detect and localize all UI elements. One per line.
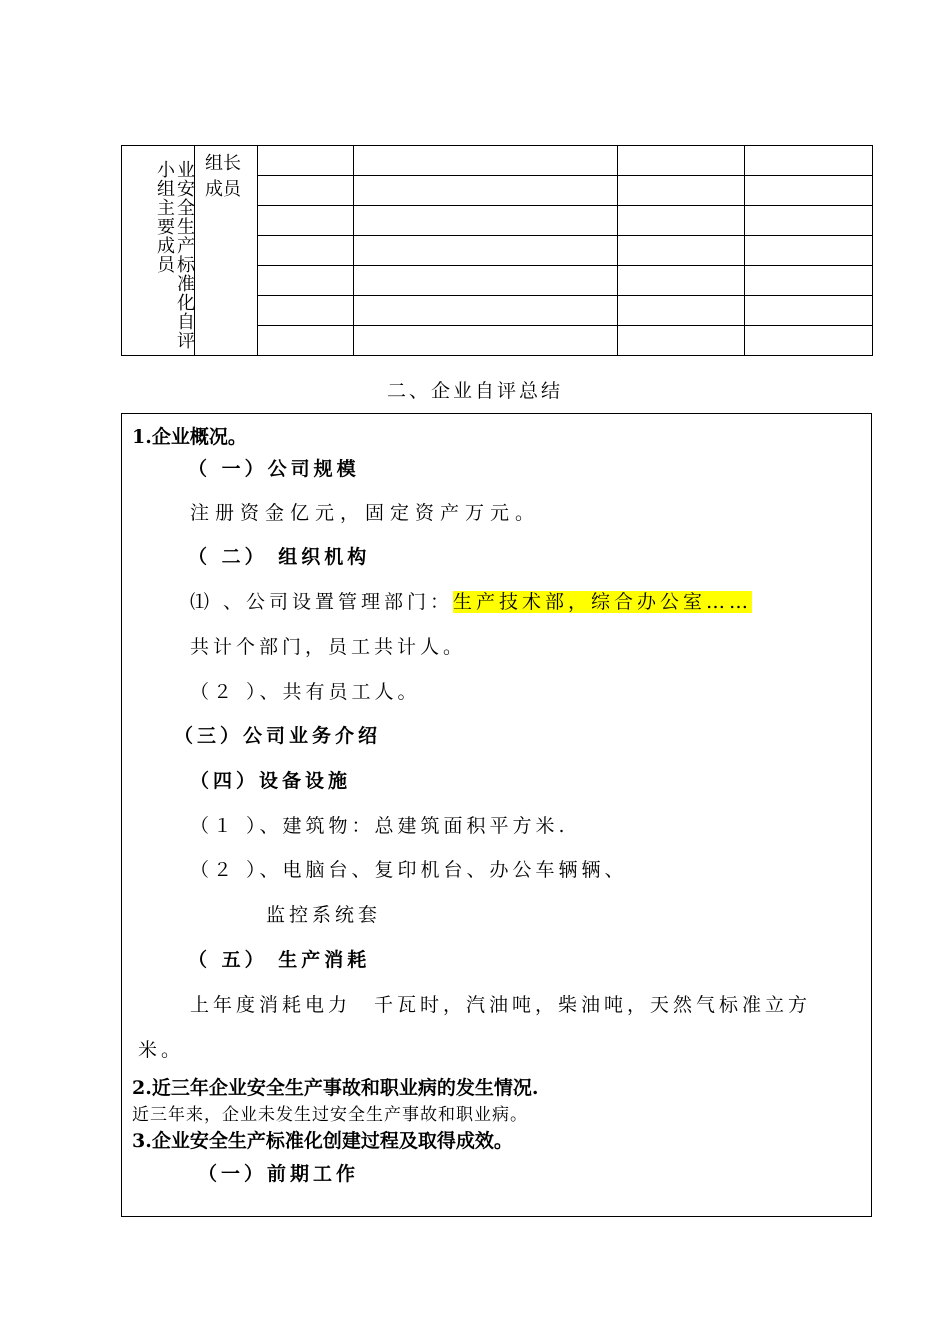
table-cell[interactable] xyxy=(354,176,618,206)
table-cell[interactable] xyxy=(258,176,354,206)
table-cell[interactable] xyxy=(618,266,745,296)
subheading-business: （三）公司业务介绍 xyxy=(174,725,382,747)
table-cell[interactable] xyxy=(618,176,745,206)
subheading-consumption: （ 五） 生产消耗 xyxy=(188,949,371,971)
table-cell[interactable] xyxy=(618,146,745,176)
table-cell[interactable] xyxy=(258,236,354,266)
members-table xyxy=(121,145,873,356)
table-cell[interactable] xyxy=(745,296,873,326)
table-cell[interactable] xyxy=(354,146,618,176)
table-cell[interactable] xyxy=(258,326,354,356)
members-side-label: 业安全生产标准化自评小组主要成员 xyxy=(122,146,195,356)
table-cell[interactable] xyxy=(745,206,873,236)
subheading-equipment: （四）设备设施 xyxy=(190,770,352,792)
role-column xyxy=(195,146,258,356)
heading-company-overview: 1.企业概况。 xyxy=(132,426,247,448)
subheading-preliminary: （一）前期工作 xyxy=(198,1163,360,1185)
table-cell[interactable] xyxy=(354,326,618,356)
summary-box xyxy=(121,413,872,1217)
org-item-1-cont: 共计个部门，员工共计人。 xyxy=(190,636,467,658)
subheading-scale: （ 一）公司规模 xyxy=(188,458,360,480)
table-cell[interactable] xyxy=(745,266,873,296)
org-item-2: （２ ）、共有员工人。 xyxy=(190,681,421,703)
highlighted-departments: 生产技术部，综合办公室…… xyxy=(453,591,753,613)
consumption-text: 上年度消耗电力 千瓦时，汽油吨，柴油吨，天然气标准立方 xyxy=(190,994,812,1016)
equipment-item-2-cont: 监控系统套 xyxy=(266,904,382,926)
org-item-1-prefix: ⑴ 、公司设置管理部门： xyxy=(190,591,454,613)
table-cell[interactable] xyxy=(618,236,745,266)
table-cell[interactable] xyxy=(258,206,354,236)
table-cell[interactable] xyxy=(354,206,618,236)
table-cell[interactable] xyxy=(258,266,354,296)
section-title: 二、企业自评总结 xyxy=(386,380,563,402)
table-cell[interactable] xyxy=(258,146,354,176)
org-item-1 xyxy=(190,587,752,614)
table-cell[interactable] xyxy=(618,296,745,326)
table-cell[interactable] xyxy=(258,296,354,326)
heading-standardization: 3.企业安全生产标准化创建过程及取得成效。 xyxy=(132,1130,513,1152)
role-member: 成员 xyxy=(205,179,241,200)
consumption-text-cont: 米。 xyxy=(138,1039,185,1061)
table-cell[interactable] xyxy=(354,296,618,326)
table-cell[interactable] xyxy=(745,236,873,266)
heading-accidents: 2.近三年企业安全生产事故和职业病的发生情况. xyxy=(132,1077,539,1099)
role-leader: 组长 xyxy=(205,153,241,174)
table-cell[interactable] xyxy=(618,206,745,236)
equipment-item-1: （１ ）、建筑物：总建筑面积平方米. xyxy=(190,815,569,837)
subheading-organization: （ 二） 组织机构 xyxy=(188,546,371,568)
table-cell[interactable] xyxy=(354,236,618,266)
accidents-text: 近三年来，企业未发生过安全生产事故和职业病。 xyxy=(132,1105,528,1125)
scale-text: 注册资金亿元，固定资产万元。 xyxy=(190,502,541,524)
table-cell[interactable] xyxy=(354,266,618,296)
table-cell[interactable] xyxy=(745,146,873,176)
equipment-item-2: （２ ）、电脑台、复印机台、办公车辆辆、 xyxy=(190,859,628,881)
table-cell[interactable] xyxy=(745,176,873,206)
table-cell[interactable] xyxy=(618,326,745,356)
table-cell[interactable] xyxy=(745,326,873,356)
